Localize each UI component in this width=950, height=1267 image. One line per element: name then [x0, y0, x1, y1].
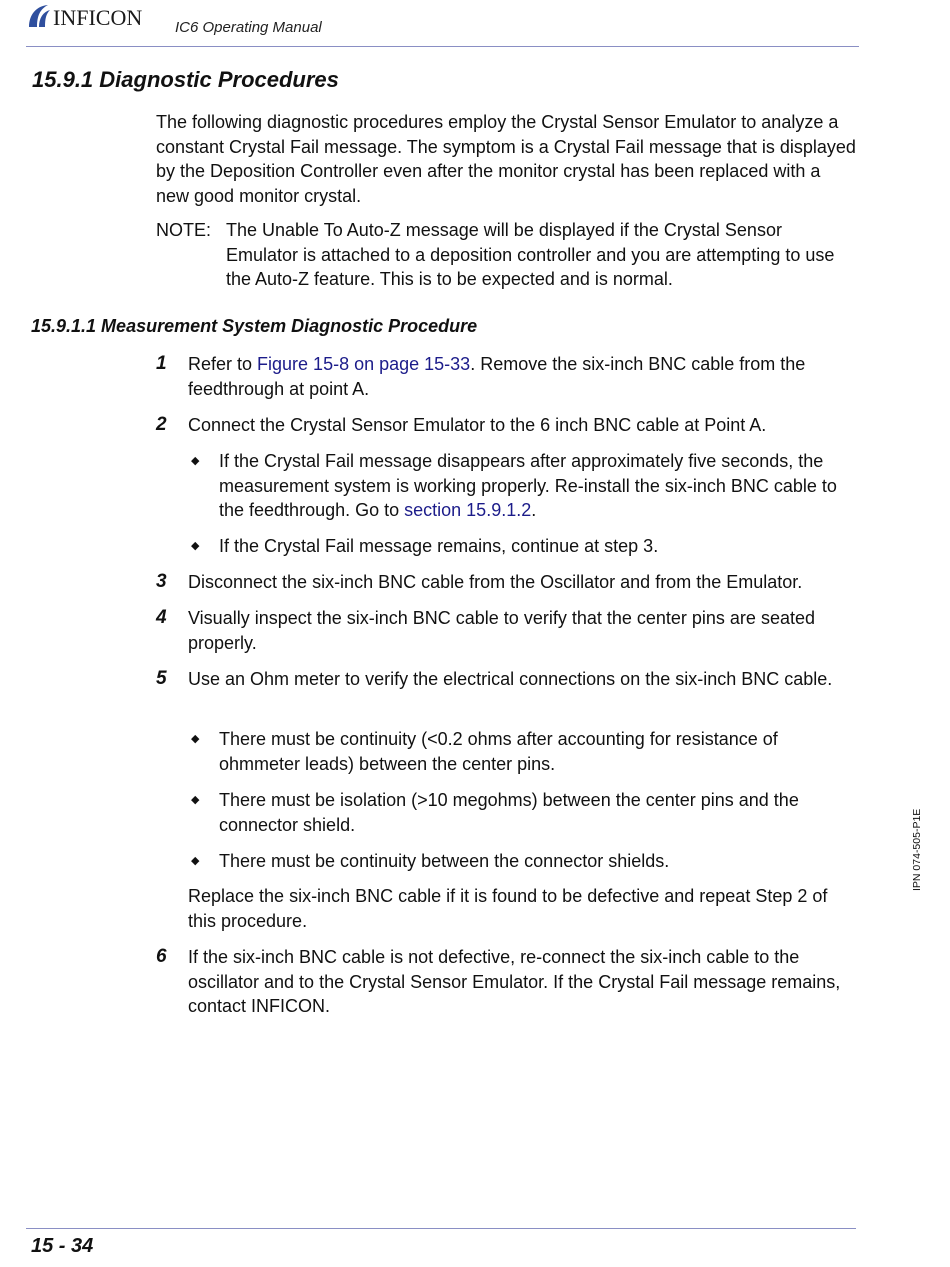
- step-number: 1: [156, 353, 167, 374]
- subsection-heading: 15.9.1.1 Measurement System Diagnostic Procedure: [31, 316, 478, 336]
- diamond-bullet-icon: ◆: [191, 455, 200, 467]
- note-label: NOTE:: [156, 220, 212, 240]
- step-text: [188, 352, 856, 401]
- step-text: Disconnect the six-inch BNC cable from the Oscillator and from the Emulator.: [188, 572, 803, 592]
- header-rule: [26, 46, 859, 47]
- logo-text: INFICON: [53, 5, 143, 30]
- figure-link[interactable]: Figure 15-8 on page 15-33: [257, 354, 471, 374]
- bullet-text: If the Crystal Fail message remains, continue at step 3.: [219, 536, 659, 556]
- bullet-text: There must be continuity between the connector shields.: [219, 851, 670, 871]
- bullet-text-start: If the Crystal Fail message disappears after approximately five seconds, the measurement system is working properly. Re-install the six-inch BNC cable to the feedthrough. Go to: [219, 451, 837, 520]
- note-text: The Unable To Auto-Z message will be displayed if the Crystal Sensor Emulator is attached to a deposition controller and you are attempting to use the Auto-Z feature. This is to be expected and is normal.: [226, 220, 835, 289]
- diamond-bullet-icon: ◆: [191, 794, 200, 806]
- diamond-bullet-icon: ◆: [191, 733, 200, 745]
- diamond-bullet-icon: ◆: [191, 540, 200, 552]
- manual-title: IC6 Operating Manual: [175, 19, 322, 36]
- bullet-text-end: .: [531, 500, 537, 520]
- step-text: Use an Ohm meter to verify the electrical connections on the six-inch BNC cable.: [188, 669, 833, 689]
- step-text-end: . Remove the six-inch BNC cable from the feedthrough at point A.: [188, 354, 806, 399]
- footer-rule: [26, 1228, 856, 1229]
- bullet-text: [219, 449, 857, 523]
- step-text: If the six-inch BNC cable is not defective, re-connect the six-inch cable to the oscillator and to the Crystal Sensor Emulator. If the Crystal Fail message remains, contact INFICON.: [188, 947, 841, 1016]
- step-number: 2: [156, 414, 167, 435]
- section-link[interactable]: section 15.9.1.2: [404, 500, 532, 520]
- bullet-text: There must be continuity (<0.2 ohms after accounting for resistance of ohmmeter leads) between the center pins.: [219, 729, 778, 774]
- step-text: Connect the Crystal Sensor Emulator to the 6 inch BNC cable at Point A.: [188, 415, 767, 435]
- step-number: 3: [156, 571, 167, 592]
- step-number: 5: [156, 668, 167, 689]
- inficon-logo-mark-icon: [26, 3, 52, 29]
- step-text: Visually inspect the six-inch BNC cable to verify that the center pins are seated properly.: [188, 608, 815, 653]
- inficon-logo: [26, 3, 152, 29]
- page-number: 15 - 34: [31, 1235, 94, 1257]
- ipn-side-label: IPN 074-505-P1E: [911, 808, 923, 891]
- step-number: 6: [156, 946, 167, 967]
- section-heading: 15.9.1 Diagnostic Procedures: [32, 67, 339, 92]
- step-text: Replace the six-inch BNC cable if it is found to be defective and repeat Step 2 of this procedure.: [188, 886, 828, 931]
- step-number: 4: [156, 607, 167, 628]
- intro-paragraph: The following diagnostic procedures employ the Crystal Sensor Emulator to analyze a constant Crystal Fail message. The symptom is a Crystal Fail message that is displayed by the Deposition Controller even after the monitor crystal has been replaced with a new good monitor crystal.: [156, 112, 856, 206]
- step-text-start: Refer to: [188, 354, 258, 374]
- diamond-bullet-icon: ◆: [191, 855, 200, 867]
- bullet-text: There must be isolation (>10 megohms) between the center pins and the connector shield.: [219, 790, 799, 835]
